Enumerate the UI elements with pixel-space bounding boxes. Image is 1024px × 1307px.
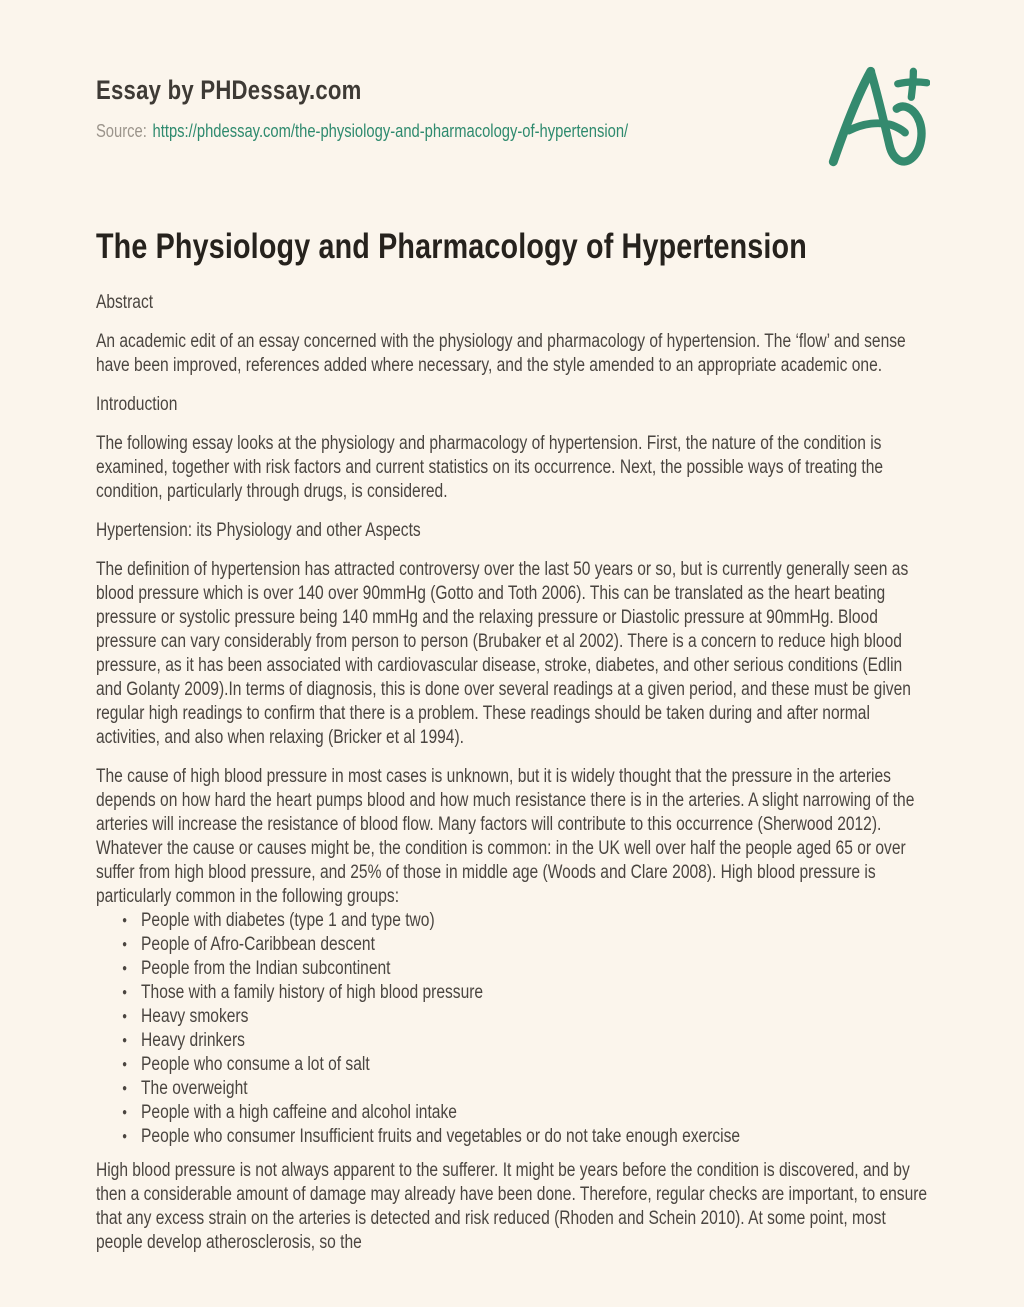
- list-item: ● Heavy drinkers: [141, 1029, 932, 1053]
- list-item: ● People of Afro-Caribbean descent: [141, 933, 932, 957]
- list-item: ● People from the Indian subcontinent: [141, 957, 932, 981]
- introduction-paragraph: The following essay looks at the physiology and pharmacology of hypertension. First, the nature of the condition is examined, together with risk factors and current statistics on its occurrence. Next, the possible ways of treating the condition, particularly through drugs, is considered.: [95, 433, 884, 502]
- source-url-link[interactable]: https://phdessay.com/the-physiology-and-pharmacology-of-hypertension/: [152, 121, 629, 141]
- risk-groups-list: [96, 909, 932, 1149]
- section-heading-physiology: Hypertension: its Physiology and other Aspects: [95, 520, 421, 541]
- list-item: ● People who consume a lot of salt: [141, 1053, 932, 1077]
- list-item: ● Heavy smokers: [141, 1005, 932, 1029]
- section-heading-introduction: Introduction: [95, 394, 178, 415]
- definition-paragraph: The definition of hypertension has attracted controversy over the last 50 years or so, but is currently generally seen as blood pressure which is over 140 over 90mmHg (Gotto and Toth 2006). This can be translated as the heart beating pressure or systolic pressure being 140 mmHg and the relaxing pressure or Diastolic pressure at 90mmHg. Blood pressure can vary considerably from person to person (Brubaker et al 2002). There is a concern to reduce high blood pressure, as it has been associated with cardiovascular disease, stroke, diabetes, and other serious conditions (Edlin and Golanty 2009).In terms of diagnosis, this is done over several readings at a given period, and these must be given regular high readings to confirm that there is a problem. These readings should be taken during and after normal activities, and also when relaxing (Bricker et al 1994).: [95, 559, 911, 748]
- list-item: ● The overweight: [141, 1077, 932, 1101]
- byline: Essay by PHDessay.com: [95, 75, 362, 105]
- section-heading-abstract: Abstract: [95, 292, 154, 313]
- list-item: ● Those with a family history of high blood pressure: [141, 981, 932, 1005]
- essay-body: [96, 291, 932, 1255]
- list-item: ● People who consumer Insufficient fruits and vegetables or do not take enough exercise: [141, 1125, 932, 1149]
- source-label: Source:: [95, 121, 147, 141]
- abstract-paragraph: An academic edit of an essay concerned with the physiology and pharmacology of hypertension. The ‘flow’ and sense have been improved, references added where necessary, and the style amended to an appropriate academic one.: [95, 331, 906, 376]
- causes-paragraph: The cause of high blood pressure in most cases is unknown, but it is widely thought that the pressure in the arteries depends on how hard the heart pumps blood and how much resistance there is in the arteries. A slight narrowing of the arteries will increase the resistance of blood flow. Many factors will contribute to this occurrence (Sherwood 2012). Whatever the cause or causes might be, the condition is common: in the UK well over half the people aged 65 or over suffer from high blood pressure, and 25% of those in middle age (Woods and Clare 2008). High blood pressure is particularly common in the following groups:: [95, 766, 915, 907]
- list-item: ● People with a high caffeine and alcohol intake: [141, 1101, 932, 1125]
- closing-paragraph: High blood pressure is not always apparent to the sufferer. It might be years before the condition is discovered, and by then a considerable amount of damage may already have been done. Therefore, regular checks are important, to ensure that any excess strain on the arteries is detected and risk reduced (Rhoden and Schein 2010). At some point, most people develop atherosclerosis, so the: [95, 1160, 928, 1253]
- essay-title: The Physiology and Pharmacology of Hypertension: [95, 227, 807, 266]
- page-header: [96, 74, 932, 143]
- source-row: [96, 119, 932, 143]
- list-item: ● People with diabetes (type 1 and type two): [141, 909, 932, 933]
